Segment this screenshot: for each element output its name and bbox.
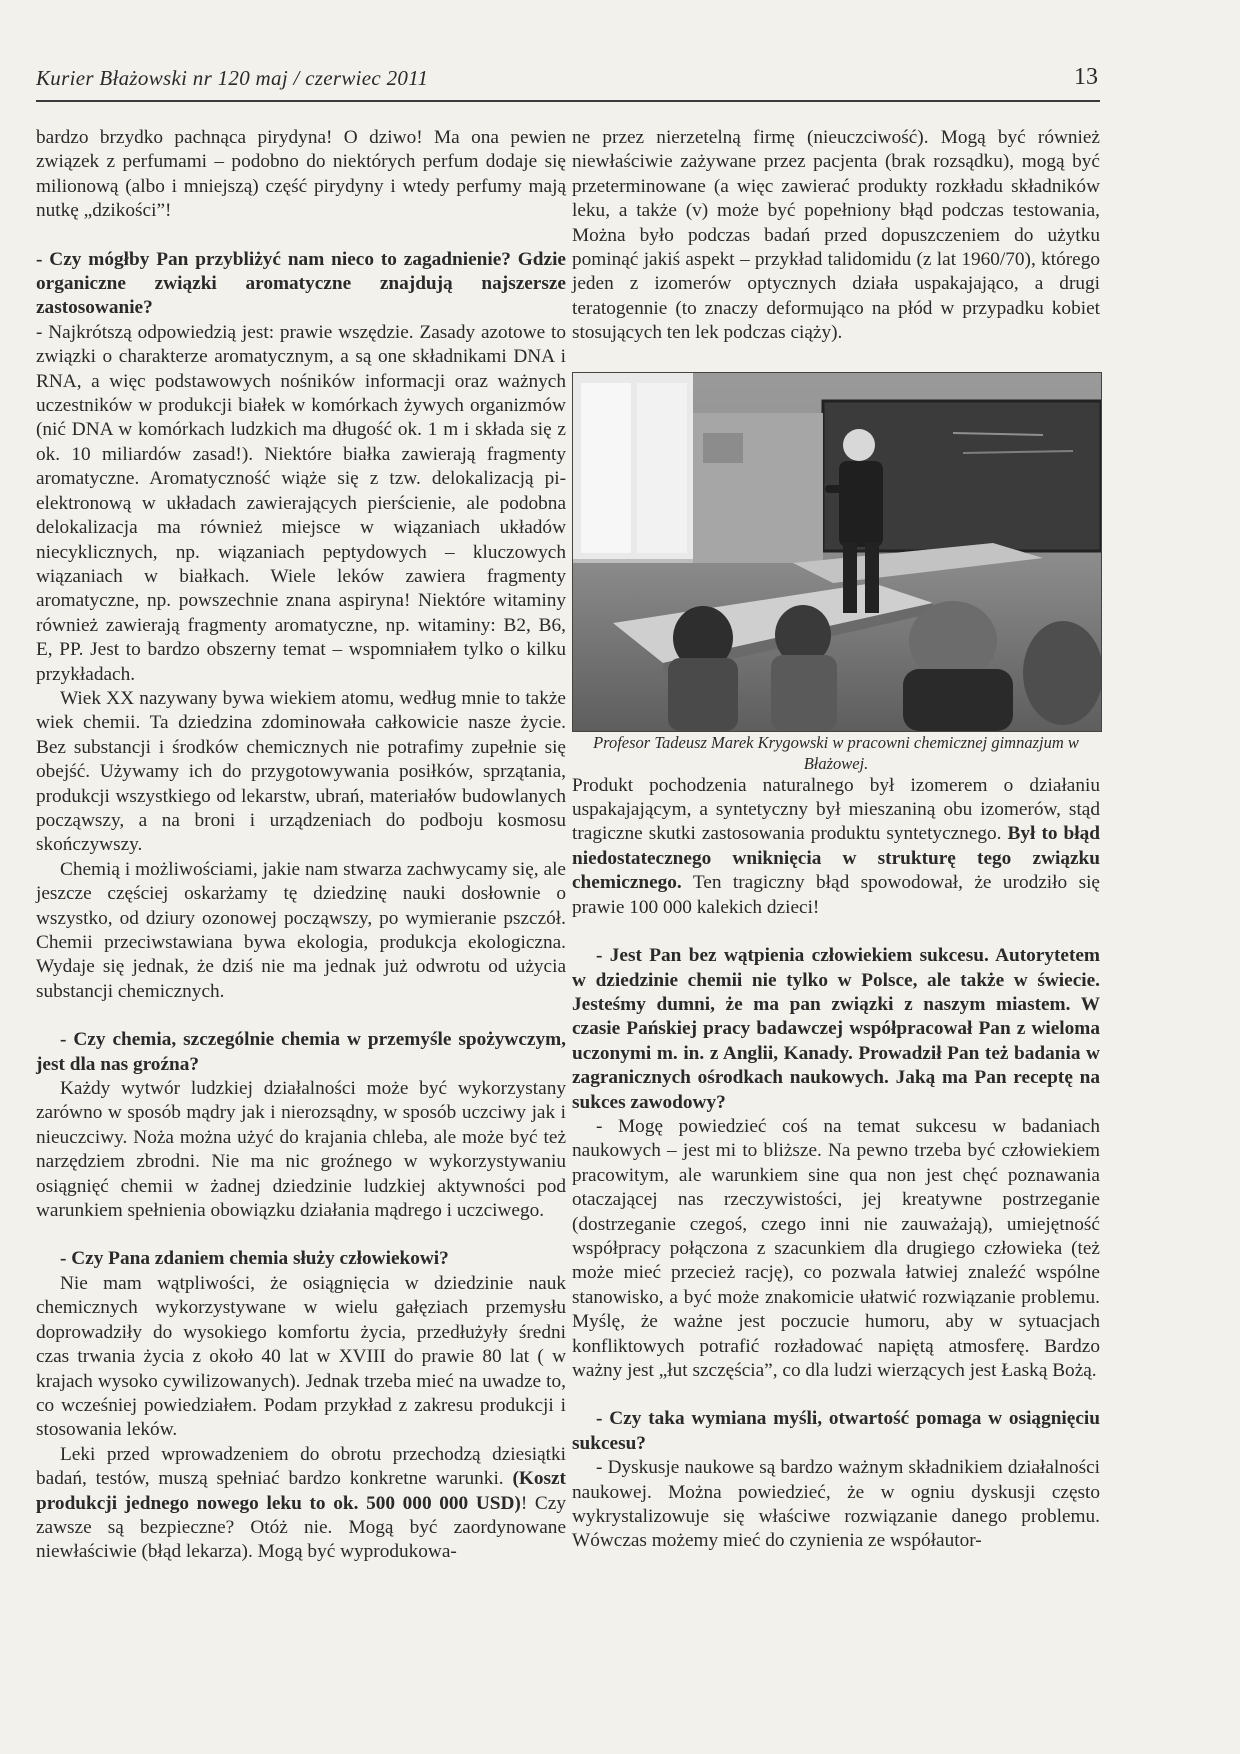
right-column <box>572 126 1100 1554</box>
interview-question: - Czy mógłby Pan przybliżyć nam nieco to zagadnienie? Gdzie organiczne związki aromatyczne znajdują najszersze zastosowanie? <box>36 248 566 319</box>
paragraph <box>572 774 1100 920</box>
photo-caption: Profesor Tadeusz Marek Krygowski w pracowni chemicznej gimnazjum w Błażowej. <box>593 732 1079 773</box>
paragraph: - Najkrótszą odpowiedzią jest: prawie wszędzie. Zasady azotowe to związki o charakterze aromatycznym, a są one składnikami DNA i RNA, a więc podstawowych nośników informacji oraz ważnych uczestników w produkcji białek w komórkach żywych organizmów (nić DNA w komórkach ludzkich ma długość ok. 1 m i składa się z ok. 10 miliardów zasad!). Niektóre białka zawierają fragmenty aromatyczne. Aromatyczność wiąże się z tzw. delokalizacją pi-elektronową w układach zawierających pierścienie, ale podobna delokalizacja ma również miejsce w wiązaniach układów niecyklicznych, np. wiązaniach peptydowych – kluczowych wiązaniach w białkach. Wiele leków zawiera fragmenty aromatyczne, np. powszechnie znana aspiryna! Niektóre witaminy również zawierają fragmenty aromatyczne, np. witaminy: B2, B6, E, PP. Jest to bardzo obszerny temat – wspomniałem tylko o kilku przykładach. <box>36 321 566 685</box>
text-run: Ten tragiczny błąd spowodował, że urodziło się prawie 100 000 kalekich dzieci! <box>572 872 1100 918</box>
paragraph: - Mogę powiedzieć coś na temat sukcesu w badaniach naukowych – jest mi to bliższe. Na pewno trzeba być człowiekiem pracowitym, ale warunkiem sine qua non jest chęć poznawania otaczającej nas rzeczywistości, jej kreatywne postrzeganie (dostrzeganie czegoś, czego inni nie zauważają), umiejętność współpracy połączona z szacunkiem dla drugiego człowieka (też może mieć przecież rację), co pozwala łatwiej znaleźć wspólne stanowisko, a być może znakomicie ułatwić rozwiązanie problemu. Myślę, że ważne jest poczucie humoru, aby w sytuacjach konfliktowych potrafić rozładować napiętą atmosferę. Bardzo ważny jest „łut szczęścia”, co dla ludzi wierzących jest Łaską Bożą. <box>572 1115 1100 1381</box>
interview-question: - Jest Pan bez wątpienia człowiekiem sukcesu. Autorytetem w dziedzinie chemii nie tylko w Polsce, ale także w świecie. Jesteśmy dumni, że ma pan związki z naszym miastem. W czasie Pańskiej pracy badawczej współpracował Pan z wieloma uczonymi m. in. z Anglii, Kanady. Prowadził Pan też badania w zagranicznych ośrodkach naukowych. Jaką ma Pan receptę na sukces zawodowy? <box>572 945 1100 1113</box>
page-header <box>36 66 1100 102</box>
paragraph: Chemią i możliwościami, jakie nam stwarza zachwycamy się, ale jeszcze częściej oskarżamy tę dziedzinę nauki dosłownie o wszystko, od dziury ozonowej począwszy, po wymieranie pszczół. Chemii przeciwstawiana bywa ekologia, produkcja ekologiczna. Wydaje się jednak, że dziś nie ma jednak już odwrotu od użycia substancji chemicznych. <box>36 858 566 1002</box>
photo-illustration <box>573 373 1101 731</box>
text-run: ! Czy zawsze są bezpieczne? Otóż nie. Mogą być zaordynowane niewłaściwie (błąd lekarza). Mogą być wyprodukowa- <box>36 1492 566 1563</box>
paragraph <box>36 1443 566 1565</box>
text-run-bold: Był to błąd niedostatecznego wniknięcia w strukturę tego związku chemicznego. <box>572 823 1100 894</box>
interview-question: - Czy taka wymiana myśli, otwartość pomaga w osiągnięciu sukcesu? <box>572 1408 1100 1454</box>
text-run-bold: (Koszt produkcji jednego nowego leku to ok. 500 000 000 USD) <box>36 1468 566 1514</box>
interview-question: - Czy chemia, szczególnie chemia w przemyśle spożywczym, jest dla nas groźna? <box>36 1029 566 1075</box>
paragraph: ne przez nierzetelną firmę (nieuczciwość). Mogą być również niewłaściwie zażywane przez pacjenta (brak rozsądku), mogą być przeterminowane (a więc zawierać produkty rozkładu składników leku, a także (v) może być popełniony błąd podczas testowania, Można było podczas badań przed dopuszczeniem do użytku pominąć jakiś aspekt – przykład talidomidu (z lat 1960/70), którego jeden z izomerów optycznych działa uspakajająco, a drugi teratogennie (to znaczy deformująco na płód w przypadku kobiet stosujących ten lek podczas ciąży). <box>572 127 1100 344</box>
text-run: Leki przed wprowadzeniem do obrotu przechodzą dziesiątki badań, testów, muszą spełniać bardzo konkretne warunki. <box>36 1443 566 1490</box>
classroom-photo <box>572 372 1102 732</box>
paragraph: - Dyskusje naukowe są bardzo ważnym składnikiem działalności naukowej. Można powiedzieć, że w ogniu dyskusji często wykrystalizowuje się właściwe rozwiązanie danego problemu. Wówczas możemy mieć do czynienia ze współautor- <box>572 1457 1100 1552</box>
page-number: 13 <box>1074 64 1098 90</box>
paragraph: bardzo brzydko pachnąca pirydyna! O dziwo! Ma ona pewien związek z perfumami – podobno do niektórych perfum dodaje się milionową (albo i mniejszą) część pirydyny i wtedy perfumy mają nutkę „dzikości”! <box>36 127 566 222</box>
paragraph: Wiek XX nazywany bywa wiekiem atomu, według mnie to także wiek chemii. Ta dziedzina zdominowała całkowicie nasze życie. Bez substancji i środków chemicznych nie potrafimy zupełnie się obejść. Używamy ich do przygotowywania posiłków, sprzątania, produkcji wszystkiego od lekarstw, ubrań, materiałów budowlanych począwszy, a na broni i urządzeniach do podboju kosmosu skończywszy. <box>36 687 566 856</box>
publication-title: Kurier Błażowski nr 120 maj / czerwiec 2011 <box>36 66 429 90</box>
text-run: Produkt pochodzenia naturalnego był izomerem o działaniu uspakajającym, a syntetyczny był mieszaniną obu izomerów, stąd tragiczne skutki zastosowania produktu syntetycznego. <box>572 774 1100 845</box>
paragraph: Każdy wytwór ludzkiej działalności może być wykorzystany zarówno w sposób mądry jak i nierozsądny, w sposób uczciwy jak i nieuczciwy. Noża można użyć do krajania chleba, ale może być też narzędziem zbrodni. Nie ma nic groźnego w wykorzystywaniu osiągnięć chemii w żadnej dziedzinie ludzkiej aktywności pod warunkiem spełnienia obowiązku działania mądrego i uczciwego. <box>36 1078 566 1222</box>
paragraph: Nie mam wątpliwości, że osiągnięcia w dziedzinie nauk chemicznych wykorzystywane w wielu gałęziach przemysłu doprowadziły do wysokiego komfortu życia, przedłużyły średni czas trwania życia z około 40 lat w XVIII do prawie 80 lat ( w krajach wysoko cywilizowanych). Jednak trzeba mieć na uwadze to, co wcześniej powiedziałem. Podam przykład z zakresu produkcji i stosowania leków. <box>36 1272 566 1441</box>
left-column <box>36 126 566 1565</box>
interview-question: - Czy Pana zdaniem chemia służy człowiekowi? <box>60 1248 449 1270</box>
